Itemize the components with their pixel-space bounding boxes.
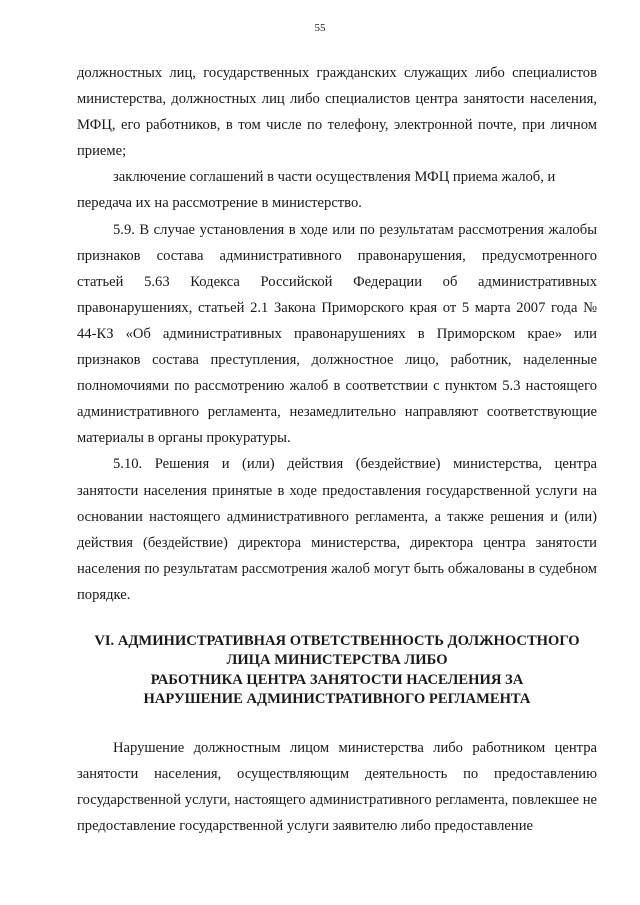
section-heading-line: VI. АДМИНИСТРАТИВНАЯ ОТВЕТСТВЕННОСТЬ ДОЛЖНОСТНОГО <box>94 632 580 649</box>
paragraph-violation: Нарушение должностным лицом министерства либо работником центра занятости населения, осуществляющим деятельность по предоставлению государственной услуги, настоящего административного регламента, повлекшее не предоставление государственной услуги заявителю либо предоставление <box>77 739 597 835</box>
section-heading-line: НАРУШЕНИЕ АДМИНИСТРАТИВНОГО РЕГЛАМЕНТА <box>143 691 531 708</box>
page-number: 55 <box>314 22 326 34</box>
paragraph-agreements: заключение соглашений в части осуществления МФЦ приема жалоб, и <box>113 169 556 186</box>
paragraph-transfer: передача их на рассмотрение в министерство. <box>77 195 362 212</box>
paragraph-5-10: 5.10. Решения и (или) действия (бездействие) министерства, центра занятости населения принятые в ходе предоставления государственной услуги на основании настоящего административного регламента, а также решения и (или) действия (бездействие) директора министерства, директора центра занятости населения по результатам рассмотрения жалоб могут быть обжалованы в судебном порядке. <box>77 456 597 603</box>
paragraph-continuation: должностных лиц, государственных гражданских служащих либо специалистов министерства, должностных лиц либо специалистов центра занятости населения, МФЦ, его работников, в том числе по телефону, электронной почте, при личном приеме; <box>77 65 597 160</box>
document-body <box>77 60 597 839</box>
section-heading <box>77 632 597 710</box>
paragraph-5-9: 5.9. В случае установления в ходе или по результатам рассмотрения жалобы признаков состава административного правонарушения, предусмотренного статьей 5.63 Кодекса Российской Федерации об административных правонарушениях, статьей 2.1 Закона Приморского края от 5 марта 2007 года № 44-КЗ «Об административных правонарушениях в Приморском крае» или признаков состава преступления, должностное лицо, работник, наделенные полномочиями по рассмотрению жалоб в соответствии с пунктом 5.3 настоящего административного регламента, незамедлительно направляют соответствующие материалы в органы прокуратуры. <box>77 221 597 447</box>
section-heading-line: РАБОТНИКА ЦЕНТРА ЗАНЯТОСТИ НАСЕЛЕНИЯ ЗА <box>150 671 524 688</box>
section-heading-line: ЛИЦА МИНИСТЕРСТВА ЛИБО <box>226 652 448 669</box>
